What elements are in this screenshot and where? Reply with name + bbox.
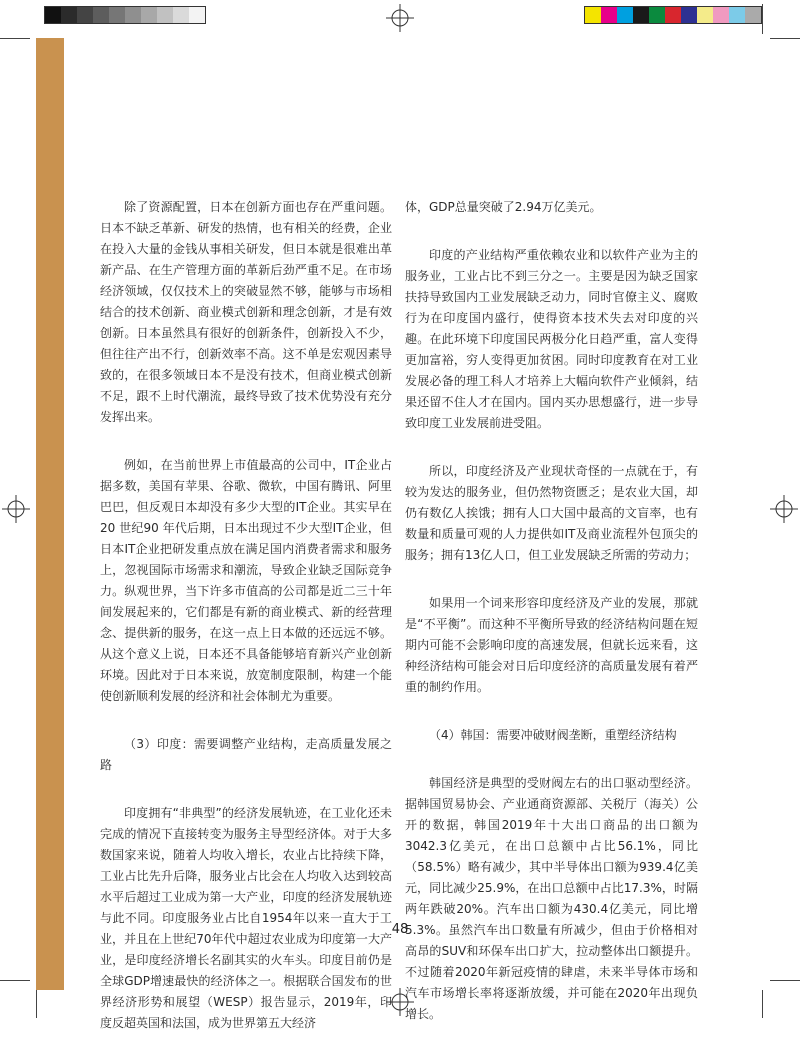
gray-swatch: [189, 7, 205, 23]
crop-mark: [0, 980, 30, 981]
color-swatch: [745, 7, 761, 23]
color-swatch: [617, 7, 633, 23]
color-swatch: [697, 7, 713, 23]
color-swatch: [649, 7, 665, 23]
color-swatch: [713, 7, 729, 23]
registration-mark-icon: [2, 495, 30, 523]
registration-mark-icon: [386, 4, 414, 32]
paragraph: 除了资源配置，日本在创新方面也存在严重问题。日本不缺乏革新、研发的热情，也有相关的经费，企业在投入大量的金钱从事相关研发，但日本就是很难出革新产品、在生产管理方面的革新后劲严重不足。在市场经济领域，仅仅技术上的突破显然不够，能够与市场相结合的技术创新、商业模式创新和理念创新，才是有效创新。日本虽然具有很好的创新条件，创新投入不少，但往往产出不行，创新效率不高。这不单是宏观因素导致的，在很多领域日本不是没有技术，但商业模式创新不足，跟不上时代潮流，最终导致了技术优势没有充分发挥出来。: [100, 200, 392, 424]
crop-mark: [762, 4, 763, 34]
crop-mark: [36, 990, 37, 1018]
gray-swatch: [157, 7, 173, 23]
gray-swatch: [125, 7, 141, 23]
crop-mark: [770, 980, 800, 981]
paragraph: 如果用一个词来形容印度经济及产业的发展，那就是“不平衡”。而这种不平衡所导致的经济结构问题在短期内可能不会影响印度的高速发展，但就长远来看，这种经济结构可能会对日后印度经济的高质量发展有着严重的制约作用。: [405, 596, 698, 694]
section-heading: （3）印度：需要调整产业结构，走高质量发展之路: [100, 737, 392, 772]
crop-mark: [0, 38, 30, 39]
paragraph: 韩国经济是典型的受财阀左右的出口驱动型经济。据韩国贸易协会、产业通商资源部、关税厅（海关）公开的数据，韩国2019年十大出口商品的出口额为3042.3亿美元，在出口总额中占比56.1%，同比（58.5%）略有减少，其中半导体出口额为939.4亿美元，同比减少25.9%，在出口总额中占比17.3%，时隔两年跌破20%。汽车出口额为430.4亿美元，同比增5.3%。虽然汽车出口数量有所减少，但由于价格相对高昂的SUV和环保车出口扩大，拉动整体出口额提升。不过随着2020年新冠疫情的肆虐，未来半导体市场和汽车市场增长率将逐渐放缓，并可能在2020年出现负增长。: [405, 776, 698, 1021]
color-swatch: [665, 7, 681, 23]
gray-swatch: [77, 7, 93, 23]
paragraph: 印度的产业结构严重依赖农业和以软件产业为主的服务业，工业占比不到三分之一。主要是因为缺乏国家扶持导致国内工业发展缺乏动力，同时官僚主义、腐败行为在印度国内盛行，使得资本技术失去对印度的兴趣。在此环境下印度国民两极分化日趋严重，富人变得更加富裕，穷人变得更加贫困。同时印度教育在对工业发展必备的理工科人才培养上大幅向软件产业倾斜，结果还留不住人才在国内。国内买办思想盛行，进一步导致印度工业发展前进受阻。: [405, 248, 698, 430]
registration-mark-icon: [770, 495, 798, 523]
paragraph: 例如，在当前世界上市值最高的公司中，IT企业占据多数，美国有苹果、谷歌、微软，中国有腾讯、阿里巴巴，但反观日本却没有多少大型的IT企业。其实早在20 世纪90 年代后期，日本出现过不少大型IT企业，但日本IT企业把研发重点放在满足国内消费者需求和服务上，忽视国际市场需求和潮流，导致企业缺乏国际竞争力。纵观世界，当下许多市值高的公司都是近二三十年间发展起来的，它们都是有新的商业模式、新的经营理念、提供新的服务，在这一点上日本做的还远远不够。从这个意义上说，日本还不具备能够培育新兴产业创新环境。因此对于日本来说，放宽制度限制，构建一个能使创新顺利发展的经济和社会体制尤为重要。: [100, 458, 392, 703]
gray-swatch: [173, 7, 189, 23]
gray-swatch: [141, 7, 157, 23]
crop-mark: [762, 990, 763, 1018]
grayscale-calibration-bar: [44, 6, 206, 24]
color-swatch: [633, 7, 649, 23]
color-swatch: [585, 7, 601, 23]
paragraph: 印度拥有“非典型”的经济发展轨迹，在工业化还未完成的情况下直接转变为服务主导型经济体。对于大多数国家来说，随着人均收入增长，农业占比持续下降，工业占比先升后降，服务业占比会在人均收入达到较高水平后超过工业成为第一大产业，印度的经济发展轨迹与此不同。印度服务业占比自1954年以来一直大于工业，并且在上世纪70年代中超过农业成为印度第一大产业，是印度经济增长名副其实的火车头。印度目前仍是全球GDP增速最快的经济体之一。根据联合国发布的世界经济形势和展望（WESP）报告显示，2019年，印度反超英国和法国，成为世界第五大经济: [100, 806, 392, 1030]
gray-swatch: [45, 7, 61, 23]
gray-swatch: [61, 7, 77, 23]
paragraph: 所以，印度经济及产业现状奇怪的一点就在于，有较为发达的服务业，但仍然物资匮乏；是农业大国，却仍有数亿人挨饿；拥有人口大国中最高的文盲率，也有数量和质量可观的人力提供如IT及商业流程外包顶尖的服务；拥有13亿人口，但工业发展缺乏所需的劳动力；: [405, 464, 698, 562]
section-heading: （4）韩国：需要冲破财阀垄断，重塑经济结构: [429, 728, 677, 742]
gray-swatch: [109, 7, 125, 23]
process-color-bar: [584, 6, 762, 24]
gray-swatch: [93, 7, 109, 23]
color-swatch: [681, 7, 697, 23]
color-swatch: [729, 7, 745, 23]
paragraph: 体，GDP总量突破了2.94万亿美元。: [405, 200, 602, 214]
crop-mark: [770, 38, 800, 39]
page-number: 48: [391, 922, 409, 937]
color-swatch: [601, 7, 617, 23]
side-color-band: [36, 38, 64, 990]
